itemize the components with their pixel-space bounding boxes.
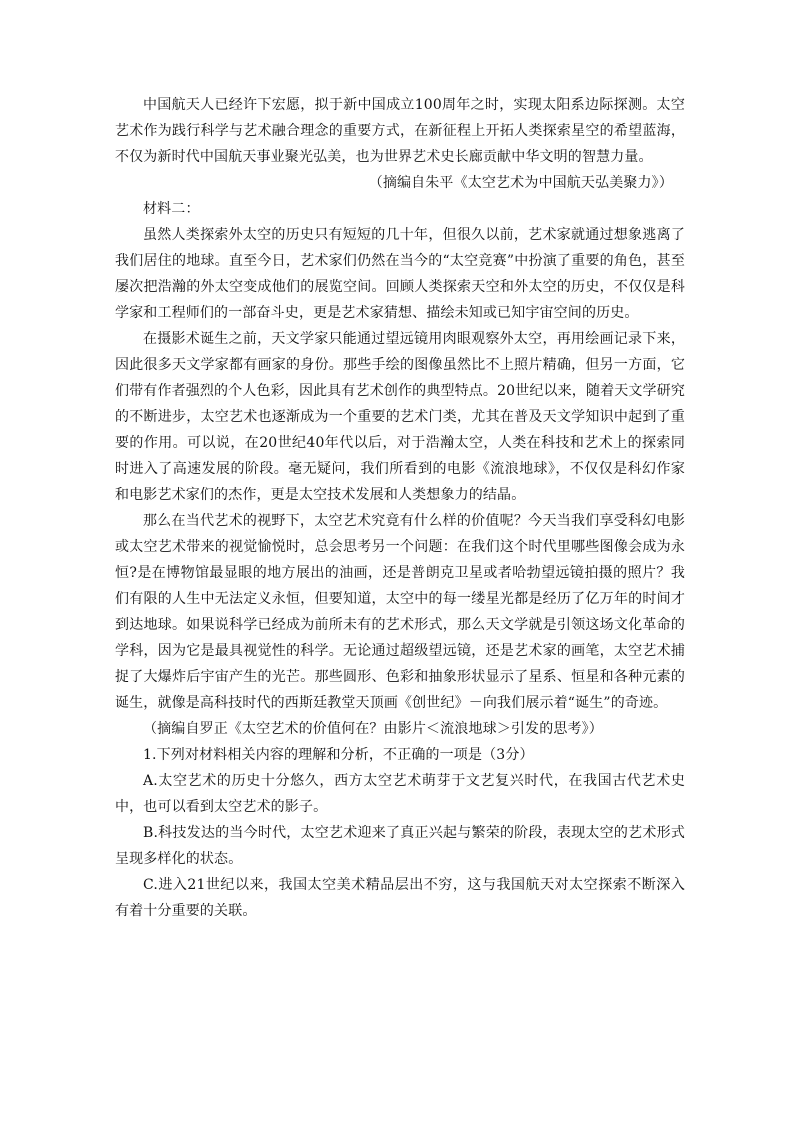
option-a: A.太空艺术的历史十分悠久，西方太空艺术萌芽于文艺复兴时代，在我国古代艺术史中，也可以看到太空艺术的影子。 xyxy=(115,773,685,815)
question-1: 1.下列对材料相关内容的理解和分析，不正确的一项是（3分） xyxy=(143,747,534,763)
document-page xyxy=(115,92,685,924)
citation-1: （摘编自朱平《太空艺术为中国航天弘美聚力》） xyxy=(368,175,673,191)
option-b: B.科技发达的当今时代，太空艺术迎来了真正兴起与繁荣的阶段，表现太空的艺术形式呈现多样化的状态。 xyxy=(115,825,685,867)
material2-paragraph-1: 虽然人类探索外太空的历史只有短短的几十年，但很久以前，艺术家就通过想象逃离了我们居住的地球。直至今日，艺术家们仍然在当今的“太空竞赛”中扮演了重要的角色，甚至屡次把浩瀚的外太空变成他们的展览空间。回顾人类探索天空和外太空的历史，不仅仅是科学家和工程师们的一部奋斗史，更是艺术家猜想、描绘未知或已知宇宙空间的历史。 xyxy=(115,227,685,321)
citation-2: （摘编自罗正《太空艺术的价值何在？由影片＜流浪地球＞引发的思考》） xyxy=(143,721,603,737)
material1-tail-paragraph: 中国航天人已经许下宏愿，拟于新中国成立100周年之时，实现太阳系边际探测。太空艺术作为践行科学与艺术融合理念的重要方式，在新征程上开拓人类探索星空的希望蓝海，不仅为新时代中国航天事业聚光弘美，也为世界艺术史长廊贡献中华文明的智慧力量。 xyxy=(115,97,685,165)
material2-paragraph-3: 那么在当代艺术的视野下，太空艺术究竟有什么样的价值呢？今天当我们享受科幻电影或太空艺术带来的视觉愉悦时，总会思考另一个问题：在我们这个时代里哪些图像会成为永恒?是在博物馆最显眼的地方展出的油画，还是普朗克卫星或者哈勃望远镜拍摄的照片？我们有限的人生中无法定义永恒，但要知道，太空中的每一缕星光都是经历了亿万年的时间才到达地球。如果说科学已经成为前所未有的艺术形式，那么天文学就是引领这场文化革命的学科，因为它是最具视觉性的科学。无论通过超级望远镜，还是艺术家的画笔，太空艺术捕捉了大爆炸后宇宙产生的光芒。那些圆形、色彩和抽象形状显示了星系、恒星和各种元素的诞生，就像是高科技时代的西斯廷教堂天顶画《创世纪》－向我们展示着“诞生”的奇迹。 xyxy=(115,513,685,711)
material2-paragraph-2: 在摄影术诞生之前，天文学家只能通过望远镜用肉眼观察外太空，再用绘画记录下来，因此很多天文学家都有画家的身份。那些手绘的图像虽然比不上照片精确，但另一方面，它们带有作者强烈的个人色彩，因此具有艺术创作的典型特点。20世纪以来，随着天文学研究的不断进步，太空艺术也逐渐成为一个重要的艺术门类，尤其在普及天文学知识中起到了重要的作用。可以说，在20世纪40年代以后，对于浩瀚太空，人类在科技和艺术上的探索同时进入了高速发展的阶段。毫无疑问，我们所看到的电影《流浪地球》，不仅仅是科幻作家和电影艺术家们的杰作，更是太空技术发展和人类想象力的结晶。 xyxy=(115,331,685,503)
option-c: C.进入21世纪以来，我国太空美术精品层出不穷，这与我国航天对太空探索不断深入有着十分重要的关联。 xyxy=(115,877,685,919)
material2-heading: 材料二： xyxy=(143,201,200,217)
